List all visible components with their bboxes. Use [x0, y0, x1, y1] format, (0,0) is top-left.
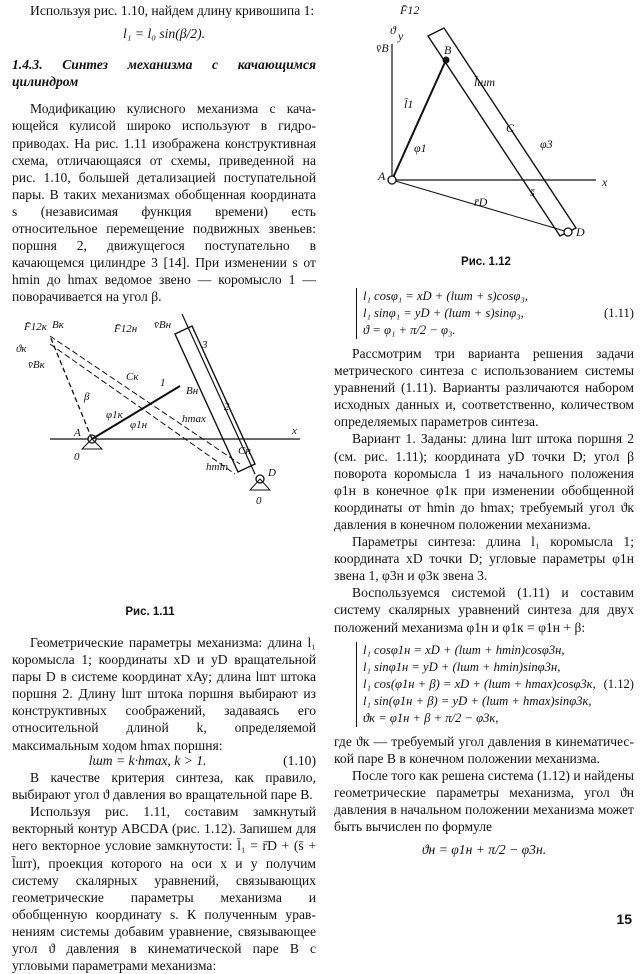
label-phi1n: φ1н: [130, 419, 148, 431]
formula-1-10-number: (1.10): [283, 753, 316, 768]
label-B: B: [444, 43, 452, 57]
label-0: 0: [74, 451, 80, 463]
label-phi1: φ1: [414, 141, 427, 155]
right-column: [334, 282, 634, 864]
eq-1-11-line-1: l₁ cosφ₁ = xD + (lшт + s)cosφ₃,: [363, 289, 528, 303]
formula-final: ϑн = φ1н + π/2 − φ3н.: [421, 842, 547, 858]
eq-1-12-line-4: l₁ sin(φ1н + β) = yD + (lшт + hmax)sinφ3к,: [363, 693, 592, 708]
label-Bk: Bк: [52, 319, 64, 331]
eq-1-12-line-3: l₁ cos(φ1н + β) = xD + (lшт + hmax)cosφ3к,: [363, 676, 596, 691]
equation-system-1-11: [356, 288, 634, 339]
right-paragraph-1: Рассмотрим три варианта решения задачи метрического синтеза с использованием системы уравнений (1.11). Варианты различаются набором исходных данных и, соответственно, количеством определяемых параметров синтеза.: [334, 346, 634, 430]
label-Bn: Bн: [186, 385, 199, 397]
label-vBn: v̄Bн: [154, 319, 172, 331]
eq-1-11-line-2: l₁ sinφ₁ = yD + (lшт + s)sinφ₃,: [363, 306, 524, 320]
left-column-lower: [12, 634, 316, 754]
right-paragraph-4: После того как решена система (1.12) и найдены геометрические параметры механизма, угол ϑн давления в начальном положении механизма может быть вычислен по формуле: [334, 767, 634, 835]
label-x: x: [602, 175, 608, 189]
label-A: A: [378, 169, 386, 183]
page-number: 15: [616, 911, 632, 927]
label-A: A: [74, 427, 81, 439]
eq-1-11-number: (1.11): [604, 306, 634, 320]
figure-1-12-caption: Рис. 1.12: [461, 256, 511, 268]
left-column: [12, 2, 316, 306]
label-3: 3: [202, 339, 208, 351]
label-Ck: Cк: [126, 371, 139, 383]
label-vBk: v̄Bк: [28, 359, 45, 371]
right-paragraph-2: Воспользуемся системой (1.11) и составим систему скалярных уравнений синтеза для двух положений механизма φ1н и φ1к = φ1н + β:: [334, 585, 634, 635]
label-x: x: [292, 425, 297, 437]
label-l1: l̄1: [404, 97, 414, 111]
formula-1-10: [12, 752, 316, 769]
label-hmax: hmax: [182, 413, 206, 425]
label-s: s̄: [530, 185, 535, 199]
paragraph-3: В качестве критерия синтеза, как правило, выбирают угол ϑ давления во вращательной паре B.: [12, 770, 316, 803]
variant-1: Вариант 1. Заданы: длина lшт штока поршня 2 (см. рис. 1.11); координата yD точки D; угол β поворота коромысла 1 из начального положения φ1н в конечное φ1к при изменении обобщенной координаты от hmin до hmax; требуемый угол ϑк давления в конечном положении механизма.: [334, 431, 634, 532]
figure-1-11: [10, 314, 322, 618]
label-vB: v̄B: [376, 41, 389, 55]
label-beta: β: [84, 391, 90, 403]
intro-text: Используя рис. 1.10, найдем длину кривошипа 1:: [30, 3, 315, 18]
paragraph-1: Модификацию кулисного механизма с качающейся кулисой широко используют в гидроприводах. На рис. 1.11 изображена конструктивная схема, отличающаяся от схемы, приведенной на рис. 1.10, большей детализацией поступательной пары. В таких механизмах обобщенная координата s (независимая функция времени) есть относительное перемещение подвижных звеньев: поршня 2, движущегося поступательно в качающемся цилиндре 3 [14]. При изменении s от hmin до hmax ведомое звено — коромысло 1 — поворачивается на угол β.: [12, 101, 316, 305]
label-C: C: [506, 121, 515, 135]
eq-1-11-line-3: ϑ = φ₁ + π/2 − φ₃.: [363, 323, 456, 337]
left-column-bottom: [12, 752, 316, 974]
label-D: D: [268, 467, 276, 479]
figure-1-12: [336, 0, 636, 270]
label-D: D: [576, 225, 585, 239]
right-paragraph-3: где ϑк — требуемый угол давления в кинематической паре B в конечном положении механизма.: [334, 733, 634, 766]
label-rD: r̄D: [474, 195, 488, 209]
label-2: 2: [224, 401, 230, 413]
label-F12: F̄12: [400, 3, 420, 17]
label-phi3: φ3: [540, 137, 553, 151]
figure-1-11-caption: Рис. 1.11: [125, 606, 175, 618]
label-hmin: hmin: [206, 461, 228, 473]
eq-1-12-line-5: ϑк = φ1н + β + π/2 − φ3к,: [363, 710, 499, 725]
formula-1-10-body: lшт = k·hmax, k > 1.: [88, 753, 207, 768]
label-lsht: l̄шт: [474, 75, 496, 89]
paragraph-4: Используя рис. 1.11, составим замкнутый векторный контур ABCDA (рис. 1.12). Запишем для него векторное условие замкнутости: l̄₁ = r̄D + (s̄ + l̄шт), проекция которого на оси x и y получим систему скалярных уравнений, связывающих геометрические параметры механизма и обобщенную координату s. К полученным уравнениям системы добавим уравнение, связывающее угол ϑ давления в кинематической паре B с угловыми параметрами механизма:: [12, 804, 316, 974]
equation-system-1-12: [356, 642, 634, 727]
label-1: 1: [160, 377, 166, 389]
label-theta: ϑ: [390, 23, 396, 37]
label-Cn: Cн: [238, 445, 251, 457]
formula-l1: l₁ = l₀ sin(β/2).: [122, 26, 206, 42]
paragraph-2: Геометрические параметры механизма: длина l₁ коромысла 1; координаты xD и yD вращательной пары D в системе координат xAy; длина lшт штока поршня 2. Длину lшт штока поршня выбирают из конструктивных соображений, задаваясь его относительной длиной k, определяемой максимальным ходом hmax поршня:: [12, 635, 316, 753]
label-theta-k: ϑк: [16, 343, 27, 355]
label-F12k: F̄12к: [24, 321, 47, 333]
figure-1-11-drawing: [10, 314, 322, 614]
label-phi1k: φ1к: [106, 409, 123, 421]
label-y: y: [398, 29, 404, 43]
eq-1-12-line-1: l₁ cosφ1н = xD + (lшт + hmin)cosφ3н,: [363, 642, 565, 657]
eq-1-12-number: (1.12): [603, 676, 634, 691]
eq-1-12-line-2: l₁ sinφ1н = yD + (lшт + hmin)sinφ3н,: [363, 659, 561, 674]
figure-1-12-drawing: [336, 0, 636, 260]
label-F12n: F̄12н: [114, 323, 138, 335]
label-0b: 0: [256, 495, 262, 507]
synthesis-params: Параметры синтеза: длина l₁ коромысла 1; координата xD точки D; угловые параметры φ1н звена 1, φ3н и φ3к звена 3.: [334, 534, 634, 584]
section-heading: 1.4.3. Синтез механизма с качающимся цилиндром: [12, 57, 316, 90]
